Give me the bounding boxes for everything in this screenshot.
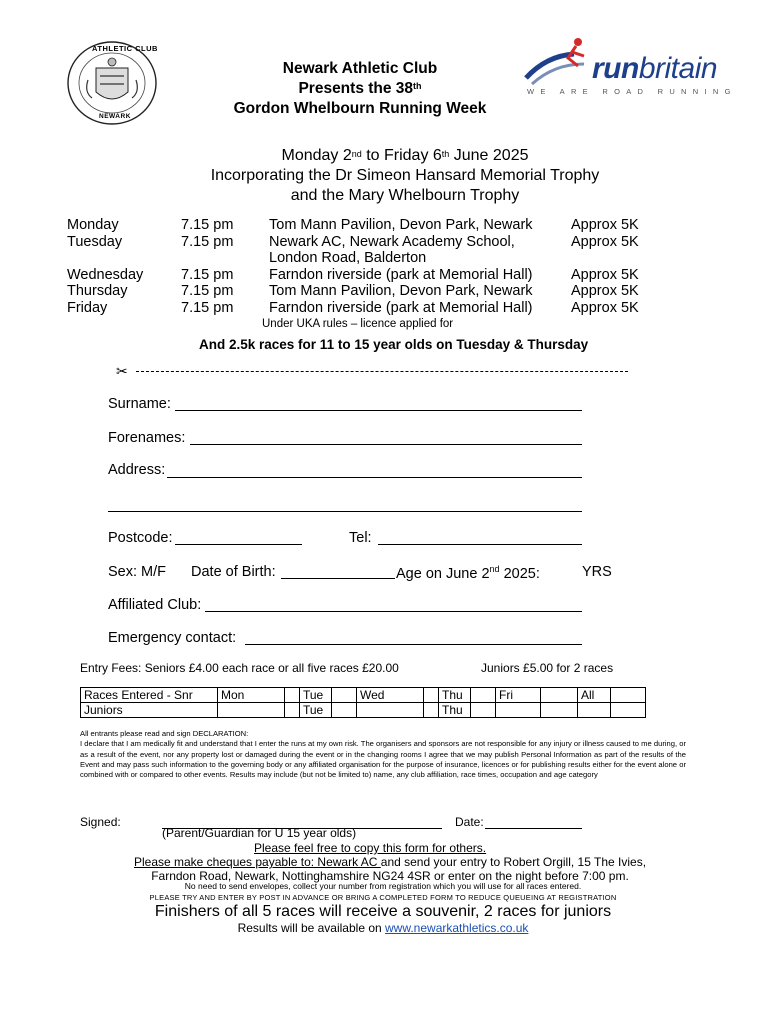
dob-label: Date of Birth: [191, 564, 276, 580]
postcode-field[interactable] [175, 544, 302, 545]
declaration [80, 729, 686, 780]
table-cell: Juniors [81, 703, 218, 718]
address-field-line-1[interactable] [167, 477, 582, 478]
declaration-body: I declare that I am medically fit and understand that I enter the runs at my own risk. The organisers and sponsors are not responsible for any injury or illness caused to me during, or as a result of the event, nor any property lost or damaged during the event or in the changing rooms I agree that we may publish Personal Information as part of the results of the Event and may pass such information to the governing body or any affiliated organisation for the purpose of insurance, licences or for publishing results either for the event alone or combined with or compared to other events. Results may include (but not be limited to) name, any club affiliation, race times, occupation and age category [80, 739, 686, 780]
event-name: Gordon Whelbourn Running Week [233, 100, 487, 117]
declaration-heading: All entrants please read and sign DECLARATION: [80, 729, 249, 738]
address-field-line-2[interactable] [108, 511, 582, 512]
guardian-note: (Parent/Guardian for U 15 year olds) [162, 826, 357, 840]
sex-label: Sex: M/F [108, 564, 167, 580]
table-cell [578, 703, 611, 718]
table-cell [611, 703, 646, 718]
table-cell: Tue [300, 703, 332, 718]
table-cell: Tue [300, 688, 332, 703]
cheques-payable: Please make cheques payable to: Newark AC [133, 855, 381, 869]
table-cell: Thu [439, 688, 471, 703]
seal-top-text: ATHLETIC CLUB [92, 44, 158, 53]
club-seal-logo [66, 40, 158, 126]
advance-entry-note: PLEASE TRY AND ENTER BY POST IN ADVANCE OR BRING A COMPLETED FORM TO REDUCE QUEUEING AT REGISTRATION [149, 893, 617, 902]
table-cell: All [578, 688, 611, 703]
table-cell [357, 703, 424, 718]
table-row [81, 688, 646, 703]
uka-rules-note: Under UKA rules – licence applied for [262, 318, 454, 330]
checkbox-fri[interactable] [541, 688, 578, 703]
schedule-row: Thursday 7.15 pm Tom Mann Pavilion, Devon Park, Newark Approx 5K [67, 283, 639, 299]
table-cell [218, 703, 285, 718]
club-field[interactable] [205, 611, 582, 612]
schedule-row: Monday 7.15 pm Tom Mann Pavilion, Devon Park, Newark Approx 5K [67, 217, 639, 233]
emergency-field[interactable] [245, 644, 582, 645]
table-cell: Wed [357, 688, 424, 703]
juniors-races-note: And 2.5k races for 11 to 15 year olds on Tuesday & Thursday [199, 337, 589, 352]
postal-address: Farndon Road, Newark, Nottinghamshire NG24 4SR or enter on the night before 7:00 pm. [151, 869, 629, 883]
schedule-row: Friday 7.15 pm Farndon riverside (park at Memorial Hall) Approx 5K [67, 299, 639, 316]
date-range: Monday 2nd to Friday 6th June 2025 [281, 147, 529, 164]
results-note: Results will be available on www.newarkathletics.co.uk [237, 921, 529, 935]
dob-field[interactable] [281, 578, 395, 579]
forenames-label: Forenames: [108, 430, 186, 446]
table-cell: Thu [439, 703, 471, 718]
checkbox-junior-tue[interactable] [332, 703, 357, 718]
tel-label: Tel: [349, 530, 372, 546]
emergency-label: Emergency contact: [108, 630, 237, 646]
junior-fees: Juniors £5.00 for 2 races [481, 661, 614, 675]
presents-line: Presents the 38th [298, 80, 422, 97]
table-cell [496, 703, 541, 718]
races-entered-table [80, 687, 646, 718]
runbritain-wordmark: runbritain [592, 52, 718, 85]
club-label: Affiliated Club: [108, 597, 202, 613]
schedule-row: Wednesday 7.15 pm Farndon riverside (park at Memorial Hall) Approx 5K [67, 266, 639, 283]
envelope-note: No need to send envelopes, collect your number from registration which you will use for all races entered. [184, 881, 582, 891]
postcode-label: Postcode: [108, 530, 173, 546]
race-schedule [67, 217, 687, 316]
surname-field[interactable] [175, 410, 582, 411]
scissors-icon: ✂ [116, 363, 128, 379]
checkbox-mon[interactable] [285, 688, 300, 703]
checkbox-tue[interactable] [332, 688, 357, 703]
checkbox-thu[interactable] [471, 688, 496, 703]
table-cell: Fri [496, 688, 541, 703]
cheques-instructions: Please make cheques payable to: Newark AC and send your entry to Robert Orgill, 15 The Ivies, Farndon Road, Newark, Nottinghamshire NG24 4SR or enter on the night before 7:00 pm. [80, 855, 700, 883]
tel-field[interactable] [378, 544, 582, 545]
trophy-line-2: and the Mary Whelbourn Trophy [290, 187, 520, 204]
results-link[interactable]: www.newarkathletics.co.uk [385, 921, 529, 935]
club-name: Newark Athletic Club [282, 60, 438, 77]
schedule-row: Tuesday 7.15 pm Newark AC, Newark Academy School, Approx 5K [67, 233, 639, 250]
checkbox-all[interactable] [611, 688, 646, 703]
age-label: Age on June 2nd 2025: [396, 564, 540, 582]
finishers-note: Finishers of all 5 races will receive a souvenir, 2 races for juniors [154, 903, 612, 920]
table-cell: Mon [218, 688, 285, 703]
forenames-field[interactable] [190, 444, 582, 445]
copy-note: Please feel free to copy this form for others. [254, 841, 487, 855]
yrs-label: YRS [582, 564, 612, 580]
date-label: Date: [455, 815, 484, 829]
senior-fees: Entry Fees: Seniors £4.00 each race or all five races £20.00 [80, 661, 399, 675]
runbritain-tagline: WE ARE ROAD RUNNING [527, 87, 737, 96]
checkbox-wed[interactable] [424, 688, 439, 703]
surname-label: Surname: [108, 396, 171, 412]
event-header [190, 59, 530, 119]
cut-line [136, 371, 628, 372]
table-cell [285, 703, 300, 718]
address-label: Address: [108, 462, 166, 478]
event-dates [110, 146, 700, 206]
checkbox-junior-thu[interactable] [471, 703, 496, 718]
table-cell: Races Entered - Snr [81, 688, 218, 703]
table-cell [541, 703, 578, 718]
seal-bottom-text: NEWARK [99, 113, 131, 120]
runbritain-logo [522, 34, 737, 100]
trophy-line-1: Incorporating the Dr Simeon Hansard Memorial Trophy [210, 167, 600, 184]
date-field[interactable] [485, 828, 582, 829]
schedule-row: London Road, Balderton [269, 250, 427, 266]
signed-label: Signed: [80, 815, 121, 829]
table-cell [424, 703, 439, 718]
table-row [81, 703, 646, 718]
